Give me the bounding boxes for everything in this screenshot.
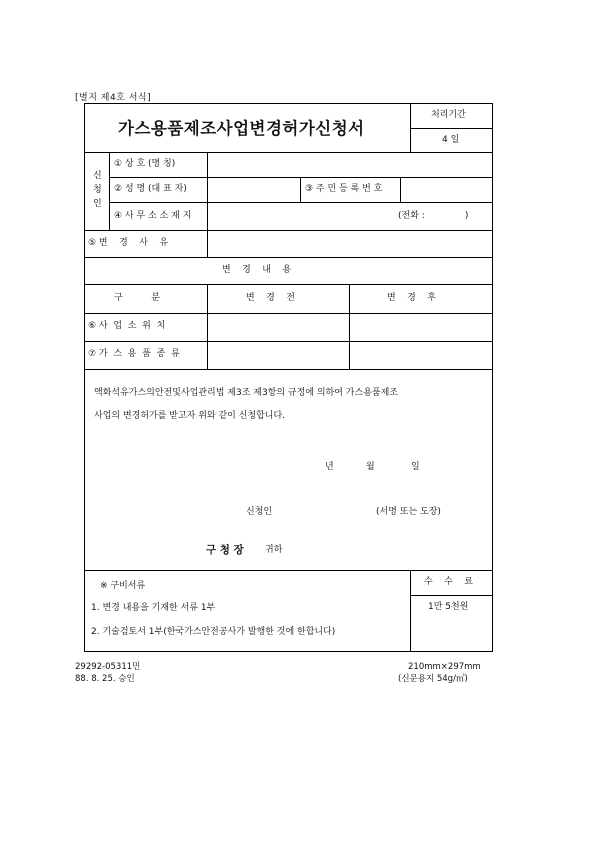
row-6-bottom-line [84, 341, 493, 342]
category-column-header: 구 분 [114, 293, 160, 303]
applicant-group-label-2: 청 [93, 185, 102, 195]
statement-line-2: 사업의 변경허가를 받고자 위와 같이 신청합니다. [94, 411, 286, 421]
paper-size: 210mm×297mm [408, 662, 481, 672]
reason-bottom-line [84, 257, 493, 258]
reason-label-separator [207, 230, 208, 257]
columns-bottom-line [84, 313, 493, 314]
office-address-label: ④ 사 무 소 소 재 지 [114, 211, 192, 221]
category-column-separator [207, 284, 208, 369]
content-header-bottom-line [84, 284, 493, 285]
statement-bottom-line [84, 570, 493, 571]
processing-divider [410, 128, 493, 129]
phone-label: (전화 : ) [398, 211, 469, 221]
before-after-separator [349, 284, 350, 369]
resident-number-label: ③ 주 민 등 록 번 호 [305, 184, 383, 194]
representative-name-label: ② 성 명 (대 표 자) [114, 184, 187, 194]
after-change-column-header: 변 경 후 [387, 293, 436, 303]
business-location-label: ⑥ 사 업 소 위 치 [88, 321, 166, 331]
required-documents-header: ※ 구비서류 [100, 581, 146, 591]
required-document-1: 1. 변경 내용을 기재한 서류 1부 [91, 603, 216, 613]
date-day: 일 [411, 462, 420, 472]
fee-label: 수 수 료 [424, 577, 473, 587]
title-divider [84, 152, 493, 153]
before-change-column-header: 변 경 전 [246, 293, 295, 303]
applicant-label-separator [207, 152, 208, 230]
recipient-name: 구 청 장 [206, 544, 244, 556]
applicant-group-label-1: 신 [93, 171, 102, 181]
change-reason-label: ⑤ 변 경 사 유 [88, 238, 169, 248]
date-month: 월 [366, 462, 375, 472]
applicant-row-divider-2 [109, 202, 493, 203]
title-processing-separator [410, 103, 411, 152]
applicant-group-separator [109, 152, 110, 230]
applicant-row-divider-1 [109, 177, 493, 178]
fee-value: 1만 5천원 [428, 602, 469, 612]
statement-line-1: 액화석유가스의안전및사업관리법 제3조 제3항의 규정에 의하여 가스용품제조 [94, 388, 398, 398]
row-7-bottom-line [84, 369, 493, 370]
signature-seal-label: (서명 또는 도장) [376, 507, 441, 517]
processing-period-value: 4 일 [442, 135, 460, 145]
processing-period-label: 처리기간 [431, 110, 466, 120]
date-year: 년 [325, 462, 334, 472]
name-resident-separator-left [300, 177, 301, 202]
applicant-signature-label: 신청인 [246, 507, 273, 517]
approval-date: 88. 8. 25. 승인 [75, 674, 135, 684]
documents-fee-separator [410, 570, 411, 652]
fee-divider [410, 595, 493, 596]
gas-product-type-label: ⑦ 가 스 용 품 종 류 [88, 349, 180, 359]
applicant-bottom-line [84, 230, 493, 231]
form-code: 29292-05311민 [75, 662, 141, 672]
name-resident-separator-right [400, 177, 401, 202]
change-content-header: 변 경 내 용 [222, 265, 292, 275]
form-number-label: [별지 제4호 서식] [75, 93, 152, 103]
company-name-label: ① 상 호 (명 칭) [114, 159, 176, 169]
form-title: 가스용품제조사업변경허가신청서 [118, 119, 365, 138]
recipient-suffix: 귀하 [265, 545, 283, 555]
paper-type: (신문용지 54g/㎡) [398, 674, 468, 684]
applicant-group-label-3: 인 [93, 199, 102, 209]
required-document-2: 2. 기술검토서 1부(한국가스안전공사가 발행한 것에 한합니다) [91, 627, 336, 637]
